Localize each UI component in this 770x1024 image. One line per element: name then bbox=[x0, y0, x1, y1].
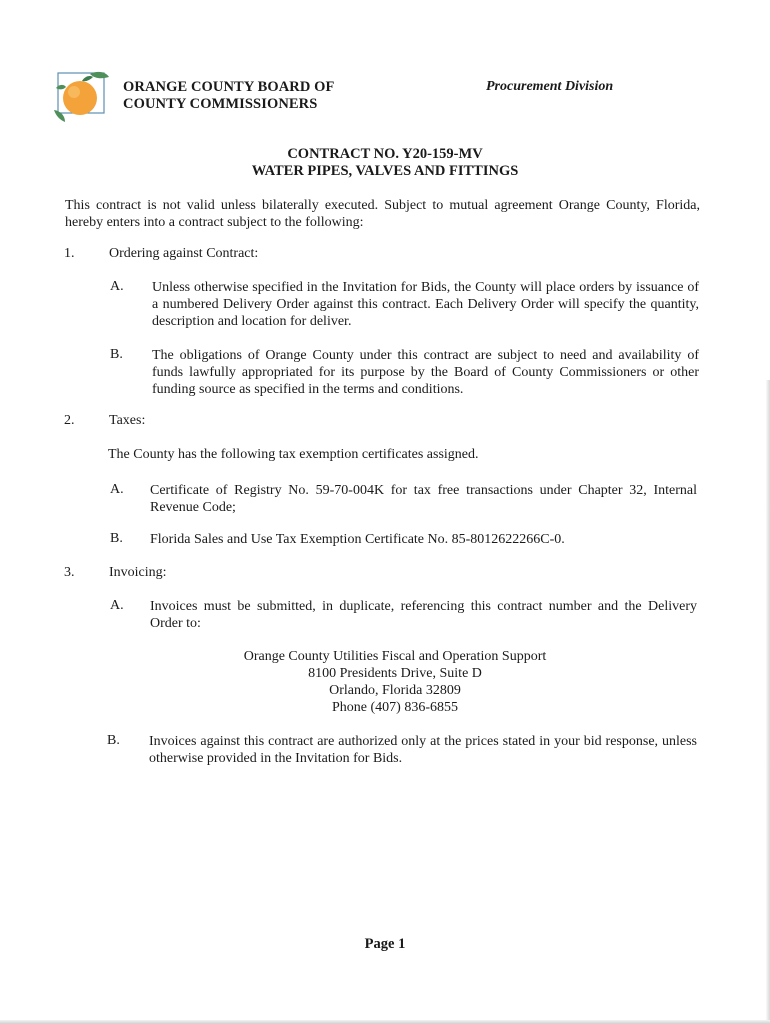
section-2b-text: Florida Sales and Use Tax Exemption Certificate No. 85-8012622266C-0. bbox=[150, 532, 565, 547]
contract-number: CONTRACT NO. Y20-159-MV bbox=[287, 146, 483, 162]
contract-subject: WATER PIPES, VALVES AND FITTINGS bbox=[251, 163, 519, 179]
division-label: Procurement Division bbox=[486, 79, 614, 94]
intro-paragraph: This contract is not valid unless bilaterally executed. Subject to mutual agreement Orange County, Florida, hereby enters into a contract subject to the following: bbox=[65, 198, 700, 230]
section-2b-letter: B. bbox=[110, 531, 123, 546]
section-3b-text: Invoices against this contract are authorized only at the prices stated in your bid response, unless otherwise provided in the Invitation for Bids. bbox=[149, 734, 697, 766]
section-2-lead: The County has the following tax exemption certificates assigned. bbox=[108, 447, 479, 462]
orange-fruit-icon bbox=[52, 70, 110, 124]
section-3a-letter: A. bbox=[110, 598, 124, 613]
scan-edge-bottom bbox=[0, 1020, 770, 1024]
page-number: Page 1 bbox=[364, 936, 406, 952]
section-1-title: Ordering against Contract: bbox=[109, 246, 259, 261]
section-2a-text: Certificate of Registry No. 59-70-004K for tax free transactions under Chapter 32, Internal Revenue Code; bbox=[150, 483, 697, 515]
address-line-3: Orlando, Florida 32809 bbox=[329, 683, 461, 698]
agency-name bbox=[123, 79, 335, 113]
invoice-address bbox=[0, 648, 770, 716]
section-1a-letter: A. bbox=[110, 279, 124, 294]
section-3-title: Invoicing: bbox=[109, 565, 167, 580]
address-line-1: Orange County Utilities Fiscal and Operation Support bbox=[243, 649, 547, 664]
address-line-2: 8100 Presidents Drive, Suite D bbox=[308, 666, 482, 681]
section-3a-text: Invoices must be submitted, in duplicate, referencing this contract number and the Delivery Order to: bbox=[150, 599, 697, 631]
section-3b-letter: B. bbox=[107, 733, 120, 748]
section-1a-text: Unless otherwise specified in the Invitation for Bids, the County will place orders by issuance of a numbered Delivery Order against this contract. Each Delivery Order will specify the quantity, description and location for deliver. bbox=[152, 280, 699, 329]
section-2a-letter: A. bbox=[110, 482, 124, 497]
section-2-number: 2. bbox=[64, 413, 75, 428]
address-line-4: Phone (407) 836-6855 bbox=[332, 700, 458, 715]
section-1b-letter: B. bbox=[110, 347, 123, 362]
section-1b-text: The obligations of Orange County under this contract are subject to need and availability of funds lawfully appropriated for its purpose by the Board of County Commissioners or other funding source as specified in the terms and conditions. bbox=[152, 348, 699, 397]
scan-edge-right bbox=[766, 380, 770, 1020]
section-1-number: 1. bbox=[64, 246, 75, 261]
section-3-number: 3. bbox=[64, 565, 75, 580]
section-2-title: Taxes: bbox=[109, 413, 146, 428]
agency-line-2: COUNTY COMMISSIONERS bbox=[123, 96, 318, 112]
contract-title bbox=[0, 146, 770, 180]
agency-line-1: ORANGE COUNTY BOARD OF bbox=[123, 79, 335, 95]
